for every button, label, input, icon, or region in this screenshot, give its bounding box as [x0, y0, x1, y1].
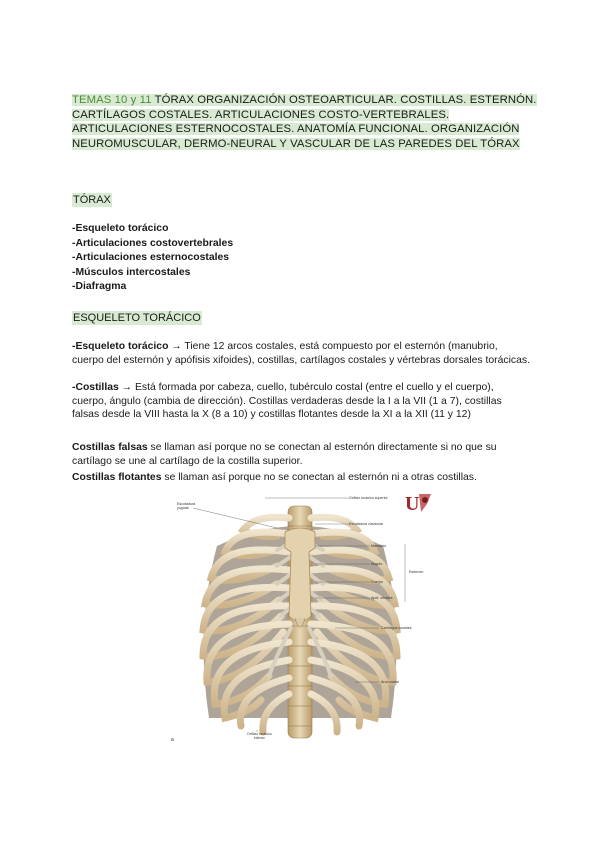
title-text: TÓRAX ORGANIZACIÓN OSTEOARTICULAR. COSTILLAS. ESTERNÓN. CARTÍLAGOS COSTALES. ARTICULACIONES COSTO-VERTEBRALES. ARTICULACIONES ESTERNOCOSTALES. ANATOMÍA FUNCIONAL. ORGANIZACIÓN NEUROMUSCULAR, DERMO-NEURAL Y VASCULAR DE LAS PAREDES DEL TÓRAX	[72, 94, 537, 150]
list-item: -Articulaciones esternocostales	[72, 252, 230, 263]
label-angulo: Ángulo	[371, 562, 383, 566]
label-manubrio: Manubrio	[371, 544, 386, 548]
rib-cage-illustration	[165, 486, 435, 748]
paragraph-esqueleto	[72, 340, 530, 367]
list-item: -Articulaciones costovertebrales	[72, 237, 234, 249]
label-cartilagos: Cartílagos costales	[381, 626, 412, 630]
term-esqueleto: -Esqueleto torácico	[72, 341, 169, 352]
text-costillas-flotantes: se llaman así porque no se conectan al esternón ni a otras costillas.	[161, 472, 477, 483]
label-arco-costal: Arco costal	[381, 680, 399, 684]
term-costillas-flotantes: Costillas flotantes	[72, 472, 162, 483]
label-cuerpo: Cuerpo	[371, 580, 383, 584]
term-costillas-falsas: Costillas falsas	[72, 442, 148, 453]
text-costillas-falsas: se llaman así porque no se conectan al esternón directamente si no que su cartílago se une al cartílago de la costilla superior.	[72, 442, 497, 467]
title-prefix: TEMAS 10 y 11	[72, 94, 152, 106]
paragraph-costillas-flotantes	[72, 471, 530, 485]
label-orificio-superior: Orificio torácico superior	[349, 496, 388, 500]
list-item: -Músculos intercostales	[72, 266, 191, 278]
esqueleto-heading: ESQUELETO TORÁCICO	[73, 312, 201, 324]
label-esternon: Esternón	[409, 570, 424, 574]
torax-heading-wrap	[72, 193, 112, 207]
text-esqueleto: → Tiene 12 arcos costales, está compuesto por el esternón (manubrio, cuerpo del esternón y apófisis xifoides), costillas, cartílagos costales y vértebras dorsales torácicas.	[72, 341, 530, 366]
torax-list	[72, 222, 233, 295]
label-orificio-inferior: Orificio torácico inferior	[247, 732, 272, 740]
label-escotadura-clavicular: Escotadura clavicular	[349, 522, 384, 526]
figure-letter: a	[171, 737, 174, 743]
paragraph-costillas	[72, 381, 530, 422]
list-item: -Esqueleto torácico	[72, 223, 169, 234]
university-logo-icon	[403, 490, 433, 516]
torax-heading: TÓRAX	[73, 194, 111, 206]
paragraph-costillas-falsas	[72, 441, 530, 468]
rib-cage-figure	[165, 486, 435, 748]
text-costillas: → Está formada por cabeza, cuello, tubérculo costal (entre el cuello y el cuerpo), cuerpo, ángulo (cambia de dirección). Costillas verdaderas desde la I a la VII (1 a 7), costillas falsas desde la VIII hasta la X (8 a 10) y costillas flotantes desde la XI a la XII (11 y 12)	[72, 382, 502, 420]
page-title	[72, 93, 542, 151]
list-item: -Diafragma	[72, 281, 127, 292]
label-escotadura: Escotadura yugular	[177, 502, 196, 510]
svg-text:U: U	[405, 493, 420, 515]
label-xifoides: Apóf. xifoides	[371, 596, 393, 600]
term-costillas: -Costillas	[72, 382, 119, 393]
esqueleto-heading-wrap	[72, 311, 202, 325]
